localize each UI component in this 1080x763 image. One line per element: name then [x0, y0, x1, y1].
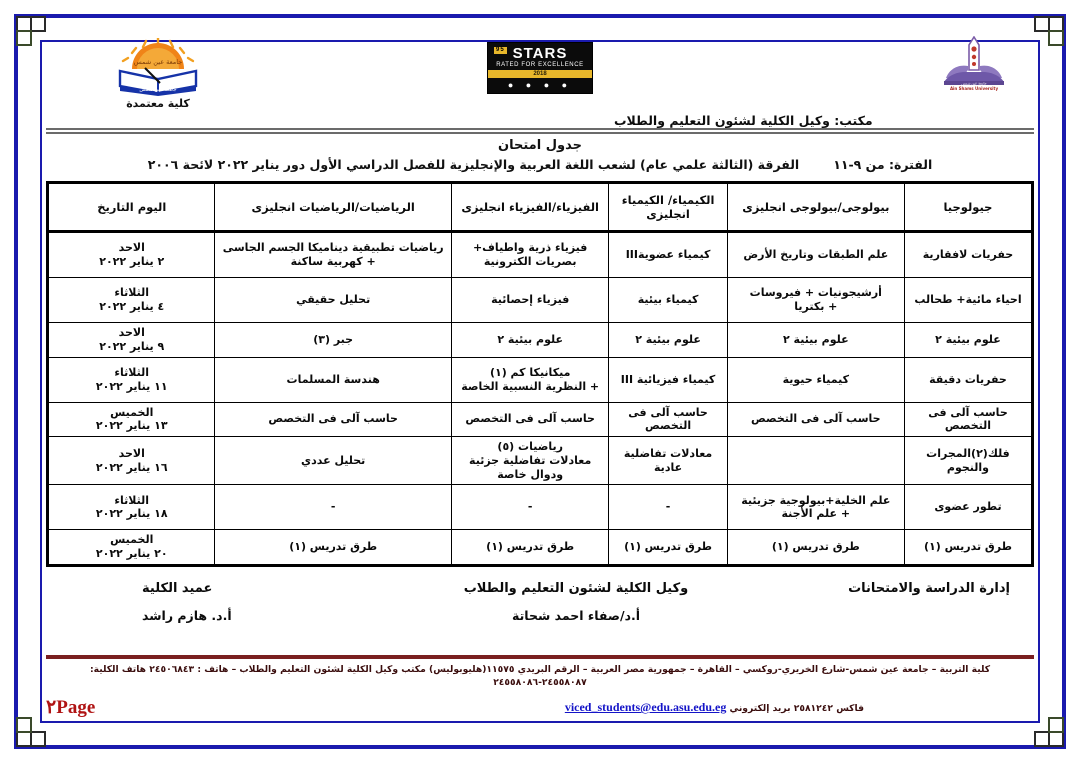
subtitle-row	[46, 157, 1034, 172]
cell-date: الاحد ٩ يناير ٢٠٢٢	[48, 323, 215, 358]
stars-badge-subtitle: RATED FOR EXCELLENCE	[496, 62, 584, 68]
cell-geology: حفريات دقيقة	[904, 357, 1032, 402]
cell-chemistry: كيمياء بيئية	[609, 278, 727, 323]
table-row	[48, 323, 1033, 358]
corner-ornament-right-top-3	[1048, 30, 1064, 46]
signature-name-vice-dean: أ.د/صفاء احمد شحاتة	[511, 607, 641, 623]
cell-biology: أرشيجونيات + فيروسات + بكتريا	[727, 278, 904, 323]
cell-geology: حفريات لافقارية	[904, 232, 1032, 278]
cell-math: -	[215, 485, 451, 530]
cell-biology: طرق تدريس (١)	[727, 530, 904, 566]
document-content	[46, 34, 1034, 729]
column-header-geology: جيولوجيا	[904, 183, 1032, 232]
signature-row	[46, 581, 1034, 623]
stars-badge-title	[488, 43, 592, 62]
cell-biology: علوم بيئية ٢	[727, 323, 904, 358]
cell-date: الخميس ٢٠ يناير ٢٠٢٢	[48, 530, 215, 566]
office-label: مكتب: وكيل الكلية لشئون التعليم والطلاب	[614, 113, 873, 128]
cell-biology	[727, 437, 904, 485]
cell-geology: علوم بيئية ٢	[904, 323, 1032, 358]
page-number-value: ٢	[46, 697, 57, 718]
table-row	[48, 530, 1033, 566]
svg-text:جامعة عين شمس: جامعة عين شمس	[139, 87, 177, 93]
table-row	[48, 402, 1033, 437]
table-body	[48, 232, 1033, 566]
cell-math: هندسة المسلمات	[215, 357, 451, 402]
cell-physics: فيزياء ذرية واطياف+ بصريات الكترونية	[451, 232, 609, 278]
cell-physics: فيزياء إحصائية	[451, 278, 609, 323]
cell-date: الاحد ١٦ يناير ٢٠٢٢	[48, 437, 215, 485]
document-footer	[46, 655, 1034, 719]
page-title: جدول امتحان	[498, 138, 582, 153]
header-divider	[46, 128, 1034, 134]
faculty-logo-caption: كلية معتمدة	[126, 97, 190, 110]
cell-chemistry: كيمياء فيزيائية III	[609, 357, 727, 402]
corner-ornament-bottom-right-2	[1034, 731, 1050, 747]
cell-physics: ميكانيكا كم (١) + النظرية النسبية الخاصة	[451, 357, 609, 402]
footer-divider	[46, 655, 1034, 659]
cell-date: الثلاثاء ١١ يناير ٢٠٢٢	[48, 357, 215, 402]
cell-date: الثلاثاء ١٨ يناير ٢٠٢٢	[48, 485, 215, 530]
cell-geology: احياء مائية+ طحالب	[904, 278, 1032, 323]
footer-fax-label	[565, 700, 1034, 715]
cell-chemistry: طرق تدريس (١)	[609, 530, 727, 566]
cell-chemistry: علوم بيئية ٢	[609, 323, 727, 358]
cell-physics: حاسب آلى فى التخصص	[451, 402, 609, 437]
table-row	[48, 437, 1033, 485]
corner-ornament-right-bottom-3	[1048, 717, 1064, 733]
footer-email-link[interactable]: viced_students@edu.asu.edu.eg	[564, 700, 727, 714]
stars-badge-rating: 95	[496, 47, 505, 53]
table-header-row	[48, 183, 1033, 232]
cell-biology: علم الخلية+بيولوجية جزيئية + علم الأجنة	[727, 485, 904, 530]
document-header	[46, 34, 1034, 126]
svg-text:Ain Shams University: Ain Shams University	[949, 86, 999, 91]
university-logo-icon	[937, 36, 1011, 92]
signature-block-dean	[46, 581, 431, 623]
cell-chemistry: حاسب آلى فى التخصص	[609, 402, 727, 437]
column-header-date: اليوم التاريخ	[48, 183, 215, 232]
signature-block-vice-dean	[431, 581, 720, 623]
cell-physics: طرق تدريس (١)	[451, 530, 609, 566]
cell-date: الاحد ٢ يناير ٢٠٢٢	[48, 232, 215, 278]
svg-text:جامعة عين شمس: جامعة عين شمس	[133, 58, 183, 66]
cell-math: حاسب آلى فى التخصص	[215, 402, 451, 437]
footer-address: كلية التربية – جامعة عين شمس-شارع الخريري-روكسي – القاهرة – جمهورية مصر العربية – الرقم البريدي ١١٥٧٥(هليوبوليس) مكتب وكيل الكلية لشئون التعليم والطلاب – هاتف : ٢٤٥٠٦٨٤٣ هاتف الكلية: ٢٤٥٥٨٠٨٧-٢٤٥٥٨٠٨٦	[89, 664, 991, 689]
signature-name-dean: أ.د. هازم راشد	[142, 607, 232, 623]
cell-physics: علوم بيئية ٢	[451, 323, 609, 358]
exam-period-label: الفترة: من ٩-١١	[833, 157, 933, 172]
cell-math: تحليل عددي	[215, 437, 451, 485]
signature-title-dean: عميد الكلية	[142, 580, 213, 596]
cell-math: رياضيات تطبيقية ديناميكا الجسم الجاسى + كهربية ساكنة	[215, 232, 451, 278]
table-row	[48, 357, 1033, 402]
corner-ornament-top-left-2	[30, 16, 46, 32]
exam-course-label: الفرقة (الثالثة علمي عام) لشعب اللغة العربية والإنجليزية للفصل الدراسي الأول دور يناير ٢٠٢٢ لائحة ٢٠٠٦	[147, 157, 800, 172]
table-header	[48, 183, 1033, 232]
university-logo	[914, 36, 1034, 92]
cell-math: تحليل حقيقي	[215, 278, 451, 323]
stars-badge-stars: ● ● ● ●	[507, 80, 573, 90]
cell-geology: فلك(٢)المجرات والنجوم	[904, 437, 1032, 485]
cell-physics: -	[451, 485, 609, 530]
corner-ornament-bottom-left-2	[30, 731, 46, 747]
corner-ornament-bottom-right	[1048, 731, 1064, 747]
faculty-emblem-icon	[115, 38, 201, 96]
signature-title-exams: إدارة الدراسة والامتحانات	[848, 580, 1010, 596]
cell-geology: حاسب آلى فى التخصص	[904, 402, 1032, 437]
stars-badge-title-text: STARS	[512, 45, 568, 62]
cell-chemistry: كيمياء عضويةIII	[609, 232, 727, 278]
cell-physics: رياضيات (٥) معادلات تفاضلية جزئية ودوال خاصة	[451, 437, 609, 485]
signature-title-vice-dean: وكيل الكلية لشئون التعليم والطلاب	[463, 580, 689, 596]
table-row	[48, 232, 1033, 278]
cell-chemistry: -	[609, 485, 727, 530]
stars-badge-year: 2018	[488, 70, 592, 78]
page-number-word: Page	[56, 697, 96, 718]
cell-biology: كيمياء حيوية	[727, 357, 904, 402]
table-row	[48, 485, 1033, 530]
stars-rating-badge	[487, 42, 593, 94]
cell-date: الخميس ١٣ يناير ٢٠٢٢	[48, 402, 215, 437]
faculty-accreditation-logo	[102, 38, 214, 110]
cell-date: الثلاثاء ٤ يناير ٢٠٢٢	[48, 278, 215, 323]
column-header-chemistry: الكيمياء/ الكيمياء انجليزى	[609, 183, 727, 232]
signature-block-exams	[721, 581, 1034, 623]
footer-bottom-row	[46, 696, 1034, 719]
faculty-logo-icon	[115, 38, 201, 96]
corner-ornament-left-top-3	[16, 30, 32, 46]
column-header-biology: بيولوجى/بيولوجى انجليزى	[727, 183, 904, 232]
cell-geology: طرق تدريس (١)	[904, 530, 1032, 566]
column-header-math: الرياضيات/الرياضيات انجليزى	[215, 183, 451, 232]
cell-biology: حاسب آلى فى التخصص	[727, 402, 904, 437]
footer-fax-text: فاكس ٢٥٨١٢٤٢ بريد إلكتروني	[729, 703, 864, 714]
column-header-physics: الفيزياء/الفيزياء انجليزى	[451, 183, 609, 232]
cell-math: طرق تدريس (١)	[215, 530, 451, 566]
table-row	[48, 278, 1033, 323]
exam-schedule-table	[46, 181, 1034, 567]
page-number	[46, 696, 95, 719]
cell-chemistry: معادلات تفاضلية عادية	[609, 437, 727, 485]
corner-ornament-left-bottom-3	[16, 717, 32, 733]
ain-shams-emblem-icon	[937, 36, 1011, 92]
svg-text:جامعة عين شمس: جامعة عين شمس	[961, 81, 987, 86]
cell-biology: علم الطبقات وتاريخ الأرض	[727, 232, 904, 278]
cell-math: جبر (٣)	[215, 323, 451, 358]
cell-geology: تطور عضوى	[904, 485, 1032, 530]
